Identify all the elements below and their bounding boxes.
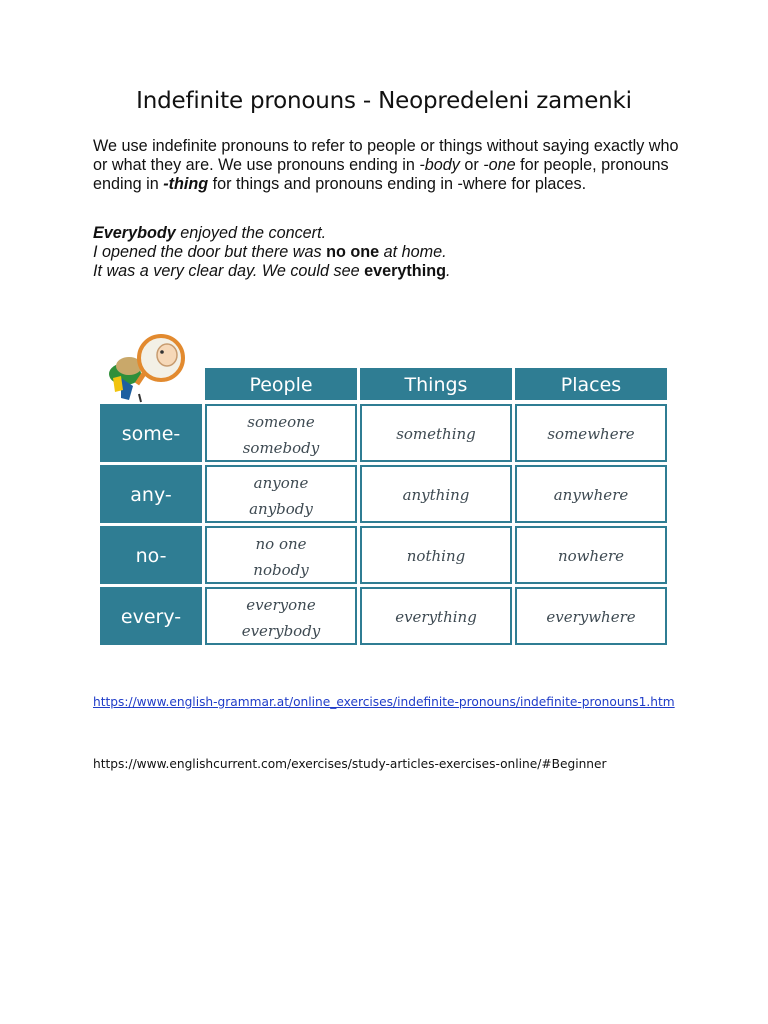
intro-text-3: for people, pronouns ending in	[93, 156, 669, 193]
example-1-rest: enjoyed the concert.	[175, 224, 327, 242]
people-some-2: somebody	[242, 439, 320, 457]
places-any: anywhere	[553, 486, 629, 504]
intro-paragraph	[93, 137, 683, 194]
things-some: something	[396, 425, 476, 443]
people-any-2: anybody	[249, 500, 313, 518]
exercise-link-english-grammar[interactable]: https://www.english-grammar.at/online_exercises/indefinite-pronouns/indefinite-pronouns1.htm	[93, 695, 675, 709]
prefix-some: some-	[121, 423, 181, 445]
intro-ending-thing: -thing	[163, 175, 209, 193]
intro-ending-body: -body	[419, 156, 460, 174]
example-1-bold: Everybody	[93, 224, 176, 242]
people-any-1: anyone	[253, 474, 309, 492]
intro-text-4: for things and pronouns ending in -where for places.	[208, 175, 587, 193]
intro-text-2: or	[459, 156, 484, 174]
table-row-any	[100, 465, 666, 523]
example-2-bold: no one	[326, 243, 380, 261]
example-2-pre: I opened the door but there was	[93, 243, 327, 261]
prefix-any: any-	[130, 484, 172, 506]
people-every-2: everybody	[241, 622, 321, 640]
example-2	[93, 243, 683, 262]
example-2-post: at home.	[379, 243, 447, 261]
header-things: Things	[404, 374, 468, 396]
pronoun-table-svg	[93, 328, 675, 653]
things-every: everything	[395, 608, 477, 626]
example-sentences	[93, 224, 683, 281]
intro-text-1: We use indefinite pronouns to refer to people or things without saying exactly who or what they are. We use pronouns ending in	[93, 137, 679, 174]
exercise-url-englishcurrent: https://www.englishcurrent.com/exercises/study-articles-exercises-online/#Beginner	[93, 757, 607, 771]
prefix-every: every-	[120, 606, 182, 628]
header-places: Places	[560, 374, 622, 396]
example-3-bold: everything	[364, 262, 446, 280]
example-1	[93, 224, 683, 243]
people-every-1: everyone	[246, 596, 316, 614]
things-any: anything	[402, 486, 470, 504]
table-row-some	[100, 404, 666, 462]
page-title: Indefinite pronouns - Neopredeleni zamenki	[136, 88, 632, 114]
pronoun-table-image	[93, 328, 675, 653]
header-people: People	[249, 374, 313, 396]
example-3-post: .	[445, 262, 451, 280]
example-3	[93, 262, 683, 281]
table-row-no	[100, 526, 666, 584]
table-headers	[205, 368, 667, 400]
people-no-2: nobody	[253, 561, 309, 579]
intro-ending-one: -one	[483, 156, 516, 174]
prefix-no: no-	[135, 545, 167, 567]
places-no: nowhere	[557, 547, 625, 565]
places-some: somewhere	[547, 425, 635, 443]
things-no: nothing	[406, 547, 466, 565]
places-every: everywhere	[546, 608, 636, 626]
people-some-1: someone	[247, 413, 315, 431]
people-no-1: no one	[255, 535, 307, 553]
table-row-every	[100, 587, 666, 645]
example-3-pre: It was a very clear day. We could see	[93, 262, 365, 280]
magnifier-mascot-icon	[109, 336, 183, 402]
